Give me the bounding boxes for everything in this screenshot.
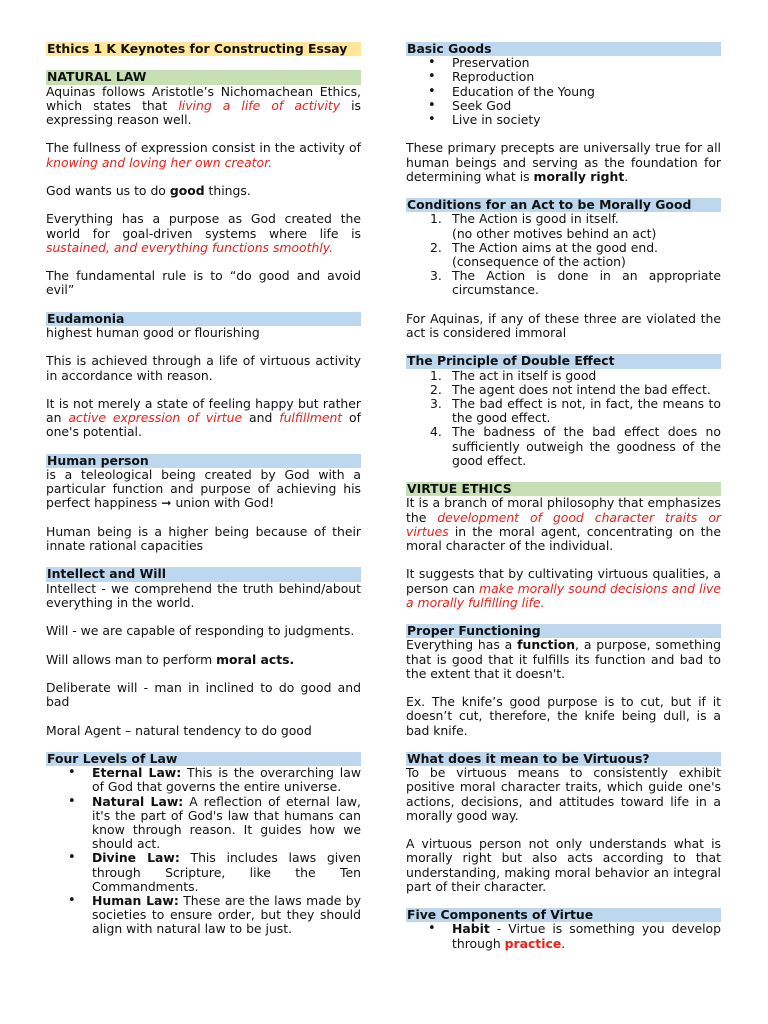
list-item: 3. The bad effect is not, in fact, the means to the good effect.	[430, 396, 721, 426]
list-item: • Eternal Law: This is the overarching law of God that governs the entire universe.	[92, 766, 361, 794]
heading-double-effect: The Principle of Double Effect	[406, 354, 721, 368]
virtue-ethics-paragraph-1: It is a branch of moral philosophy that emphasizes the development of good character traits or virtues in the moral agent, concentrating on the moral character of the individual.	[406, 495, 721, 554]
virtuous-paragraph-1: To be virtuous means to consistently exhibit positive moral character traits, which guide one's actions, decisions, and attitudes toward life in a morally good way.	[406, 765, 721, 823]
proper-functioning-paragraph-2: Ex. The knife’s good purpose is to cut, but if it doesn’t cut, therefore, the knife being dull, is a bad knife.	[406, 694, 721, 738]
human-person-paragraph-2: Human being is a higher being because of their innate rational capacities	[46, 523, 361, 553]
heading-proper-functioning: Proper Functioning	[406, 624, 721, 638]
intellect-will-paragraph-3: Will allows man to perform moral acts.	[46, 651, 295, 667]
list-item: • Education of the Young	[452, 85, 721, 99]
intellect-will-paragraph-4: Deliberate will - man in inclined to do good and bad	[46, 679, 361, 710]
basic-goods-paragraph: These primary precepts are universally true for all human beings and serving as the foundation for determining what is morally right.	[406, 140, 721, 184]
list-item: 3. The Action is done in an appropriate circumstance.	[430, 268, 721, 298]
list-item: • Natural Law: A reflection of eternal law, it's the part of God's law that humans can know through reason. It guides how we should act.	[92, 795, 361, 852]
list-item: • Reproduction	[452, 70, 721, 84]
list-item: • Preservation	[452, 56, 721, 70]
list-item: 1. The act in itself is good	[430, 367, 597, 383]
heading-five-components: Five Components of Virtue	[406, 908, 721, 922]
human-person-paragraph-1: is a teleological being created by God with a particular function and purpose of achieving his perfect happiness ➞ union with God!	[46, 466, 361, 511]
heading-intellect-will: Intellect and Will	[46, 567, 361, 581]
heading-human-person: Human person	[46, 454, 361, 468]
list-item: • Divine Law: This includes laws given through Scripture, like the Ten Commandments.	[92, 851, 361, 894]
basic-goods-list	[406, 56, 721, 127]
list-item: 2. The agent does not intend the bad effect.	[430, 381, 711, 397]
list-item: • Live in society	[452, 113, 721, 127]
heading-four-levels-of-law: Four Levels of Law	[46, 752, 361, 766]
heading-virtuous: What does it mean to be Virtuous?	[406, 752, 721, 766]
heading-eudamonia: Eudamonia	[46, 312, 361, 326]
natural-law-paragraph-3: God wants us to do good things.	[46, 182, 251, 198]
intellect-will-paragraph-2: Will - we are capable of responding to judgments.	[46, 623, 355, 639]
five-components-list	[406, 922, 721, 950]
virtuous-paragraph-2: A virtuous person not only understands what is morally right but also acts according to that understanding, making moral behavior an integral part of their character.	[406, 836, 721, 894]
intellect-will-paragraph-1: Intellect - we comprehend the truth behind/about everything in the world.	[46, 580, 361, 610]
list-item: 2. The Action aims at the good end. (consequence of the action)	[430, 239, 659, 270]
double-effect-list	[406, 369, 721, 468]
eudamonia-paragraph-2: This is achieved through a life of virtuous activity in accordance with reason.	[46, 353, 361, 383]
natural-law-paragraph-4: Everything has a purpose as God created the world for goal-driven systems where life is sustained, and everything functions smoothly.	[46, 211, 361, 255]
natural-law-paragraph-1: Aquinas follows Aristotle’s Nichomachean Ethics, which states that living a life of activity is expressing reason well.	[46, 83, 362, 127]
heading-virtue-ethics: VIRTUE ETHICS	[406, 482, 721, 496]
conditions-paragraph: For Aquinas, if any of these three are violated the act is considered immoral	[406, 310, 721, 341]
four-levels-list	[46, 766, 361, 936]
natural-law-paragraph-2: The fullness of expression consist in the activity of knowing and loving her own creator.	[46, 140, 361, 170]
heading-conditions: Conditions for an Act to be Morally Good	[406, 198, 721, 212]
heading-natural-law: NATURAL LAW	[46, 70, 361, 84]
list-item: • Habit - Virtue is something you develop through practice.	[452, 922, 721, 950]
list-item: • Seek God	[452, 99, 721, 113]
conditions-list	[406, 212, 721, 297]
virtue-ethics-paragraph-2: It suggests that by cultivating virtuous qualities, a person can make morally sound decisions and live a morally fulfilling life.	[406, 566, 721, 610]
proper-functioning-paragraph-1: Everything has a function, a purpose, something that is good that it fulfills its function and bad to the extent that it doesn't.	[406, 637, 721, 681]
document-title: Ethics 1 K Keynotes for Constructing Essay	[46, 42, 361, 56]
eudamonia-paragraph-1: highest human good or flourishing	[46, 324, 260, 340]
natural-law-paragraph-5: The fundamental rule is to “do good and avoid evil”	[46, 268, 361, 298]
intellect-will-paragraph-5: Moral Agent – natural tendency to do good	[46, 722, 312, 738]
list-item: 1. The Action is good in itself. (no other motives behind an act)	[430, 211, 657, 241]
heading-basic-goods: Basic Goods	[406, 42, 721, 56]
left-column	[46, 42, 361, 937]
eudamonia-paragraph-3: It is not merely a state of feeling happy but rather an active expression of virtue and fulfillment of one's potential.	[46, 395, 361, 440]
list-item: 4. The badness of the bad effect does no sufficiently outweigh the goodness of the good effect.	[430, 424, 721, 468]
right-column	[406, 42, 721, 951]
list-item: • Human Law: These are the laws made by societies to ensure order, but they should align with natural law to be just.	[92, 894, 361, 937]
